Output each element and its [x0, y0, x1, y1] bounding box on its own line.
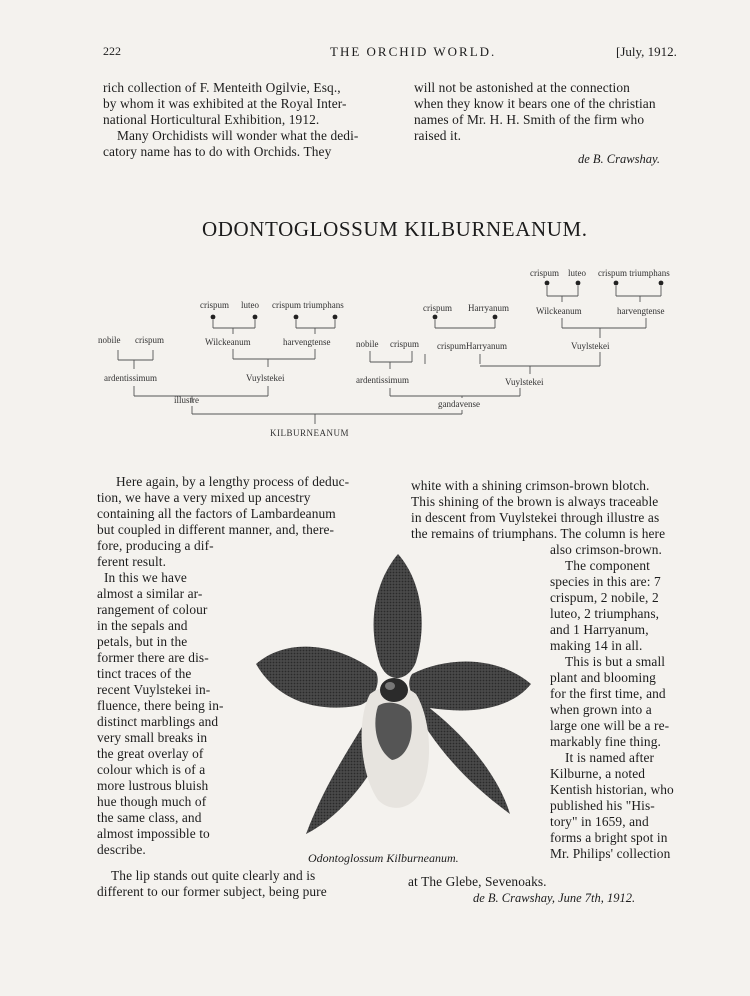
text-line: more lustrous bluish: [97, 778, 209, 793]
text-line: This shining of the brown is always traceable: [411, 494, 659, 509]
text-line: fluence, there being in-: [97, 698, 224, 713]
text-line: It is named after: [565, 750, 655, 765]
text-line: in descent from Vuylstekei through illustre as: [411, 510, 660, 525]
text-line: Many Orchidists will wonder what the dedi-: [117, 128, 359, 143]
pedigree-node: luteo: [568, 268, 586, 278]
text-line: describe.: [97, 842, 146, 857]
text-line: species in this are: 7: [550, 574, 661, 589]
text-line: Kilburne, a noted: [550, 766, 646, 781]
pedigree-node: illustre: [174, 395, 199, 405]
text-line: by whom it was exhibited at the Royal Inter-: [103, 96, 347, 111]
text-line: different to our former subject, being pure: [97, 884, 327, 899]
text-line: This is but a small: [565, 654, 666, 669]
text-line: Kentish historian, who: [550, 782, 674, 797]
text-line: when they know it bears one of the christian: [414, 96, 656, 111]
pedigree-node: gandavense: [438, 399, 480, 409]
article-title: ODONTOGLOSSUM KILBURNEANUM.: [202, 217, 588, 241]
pedigree-node: ardentissimum: [104, 373, 157, 383]
text-line: tion, we have a very mixed up ancestry: [97, 490, 311, 505]
pedigree-node: Harryanum: [466, 341, 507, 351]
figure-caption: Odontoglossum Kilburneanum.: [308, 851, 459, 865]
text-line: luteo, 2 triumphans,: [550, 606, 660, 621]
pedigree-node: crispum: [437, 341, 466, 351]
text-line: making 14 in all.: [550, 638, 643, 653]
text-line: large one will be a re-: [550, 718, 670, 733]
text-line: will not be astonished at the connection: [414, 80, 630, 95]
text-line: the same class, and: [97, 810, 202, 825]
text-line: colour which is of a: [97, 762, 206, 777]
text-line: white with a shining crimson-brown blotch.: [411, 478, 650, 493]
text-line: markably fine thing.: [550, 734, 661, 749]
text-line: but coupled in different manner, and, there-: [97, 522, 335, 537]
text-line: rich collection of F. Menteith Ogilvie, Esq.,: [103, 80, 341, 95]
pedigree-node: Wilckeanum: [205, 337, 251, 347]
pedigree-node: crispum: [200, 300, 229, 310]
text-line: hue though much of: [97, 794, 207, 809]
text-line: ferent result.: [97, 554, 167, 569]
pedigree-node: Vuylstekei: [571, 341, 610, 351]
pedigree-node: ardentissimum: [356, 375, 409, 385]
text-line: when grown into a: [550, 702, 652, 717]
text-line: national Horticultural Exhibition, 1912.: [103, 112, 320, 127]
text-line: and 1 Harryanum,: [550, 622, 649, 637]
pedigree-result: KILBURNEANUM: [270, 428, 349, 438]
text-line: names of Mr. H. H. Smith of the firm who: [414, 112, 645, 127]
text-line: former there are dis-: [97, 650, 209, 665]
text-line: crispum, 2 nobile, 2: [550, 590, 659, 605]
text-line: the remains of triumphans. The column is here: [411, 526, 666, 541]
text-line: Here again, by a lengthy process of deduc-: [116, 474, 350, 489]
pedigree-node: crispum: [135, 335, 164, 345]
page-number: 222: [103, 44, 121, 58]
text-line: recent Vuylstekei in-: [97, 682, 211, 697]
pedigree-node: crispum triumphans: [598, 268, 670, 278]
pedigree-node: Vuylstekei: [246, 373, 285, 383]
text-line: in the sepals and: [97, 618, 188, 633]
text-line: published his "His-: [550, 798, 655, 813]
text-line: The lip stands out quite clearly and is: [111, 868, 316, 883]
text-line: very small breaks in: [97, 730, 208, 745]
pedigree-node: harvengtense: [617, 306, 665, 316]
text-line: at The Glebe, Sevenoaks.: [408, 874, 547, 889]
text-line: distinct marblings and: [97, 714, 219, 729]
pedigree-node: nobile: [98, 335, 121, 345]
text-line: In this we have: [104, 570, 187, 585]
pedigree-node: harvengtense: [283, 337, 331, 347]
text-line: forms a bright spot in: [550, 830, 668, 845]
text-line: tory" in 1659, and: [550, 814, 649, 829]
journal-title: THE ORCHID WORLD.: [330, 44, 497, 59]
text-line: tinct traces of the: [97, 666, 192, 681]
text-line: also crimson-brown.: [550, 542, 662, 557]
pedigree-node: Wilckeanum: [536, 306, 582, 316]
orchid-photograph: [248, 544, 538, 849]
author-signature: de B. Crawshay, June 7th, 1912.: [473, 891, 636, 905]
text-line: the great overlay of: [97, 746, 204, 761]
pedigree-node: crispum: [530, 268, 559, 278]
pedigree-node: crispum triumphans: [272, 300, 344, 310]
text-line: containing all the factors of Lambardeanum: [97, 506, 336, 521]
text-line: raised it.: [414, 128, 462, 143]
text-line: almost impossible to: [97, 826, 210, 841]
author-signature: de B. Crawshay.: [578, 152, 660, 166]
pedigree-node: nobile: [356, 339, 379, 349]
text-line: petals, but in the: [97, 634, 188, 649]
pedigree-node: Vuylstekei: [505, 377, 544, 387]
pedigree-node: Harryanum: [468, 303, 509, 313]
text-line: catory name has to do with Orchids. They: [103, 144, 332, 159]
text-line: for the first time, and: [550, 686, 666, 701]
pedigree-node: crispum: [390, 339, 419, 349]
text-line: fore, producing a dif-: [97, 538, 214, 553]
text-line: rangement of colour: [97, 602, 208, 617]
text-line: Mr. Philips' collection: [550, 846, 671, 861]
pedigree-node: crispum: [423, 303, 452, 313]
pedigree-node: luteo: [241, 300, 259, 310]
issue-date: [July, 1912.: [616, 44, 677, 59]
text-line: almost a similar ar-: [97, 586, 203, 601]
text-line: The component: [565, 558, 650, 573]
text-line: plant and blooming: [550, 670, 656, 685]
